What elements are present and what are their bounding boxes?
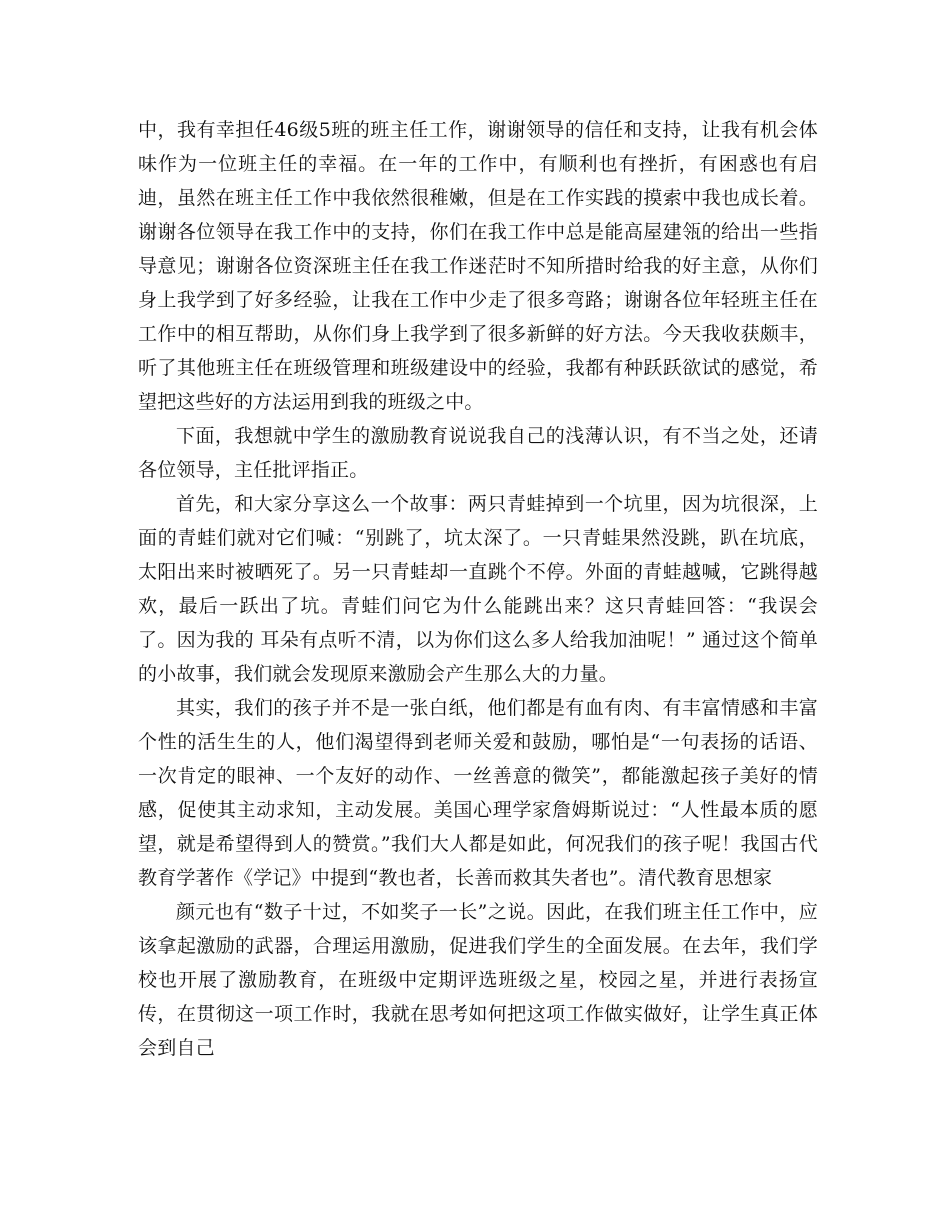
paragraph-4: 其实，我们的孩子并不是一张白纸，他们都是有血有肉、有丰富情感和丰富个性的活生生的人，他们渴望得到老师关爱和鼓励，哪怕是“一句表扬的话语、一次肯定的眼神、一个友好的动作、一丝善意的微笑”，都能激起孩子美好的情感，促使其主动求知，主动发展。美国心理学家詹姆斯说过：“人性最本质的愿望，就是希望得到人的赞赏。”我们大人都是如此，何况我们的孩子呢！我国古代教育学著作《学记》中提到“教也者，长善而救其失者也”。清代教育思想家 (138, 697, 818, 889)
paragraph-5: 颜元也有“数子十过，不如奖子一长”之说。因此，在我们班主任工作中，应该拿起激励的武器，合理运用激励，促进我们学生的全面发展。在去年，我们学校也开展了激励教育，在班级中定期评选班级之星，校园之星，并进行表扬宣传，在贯彻这一项工作时，我就在思考如何把这项工作做实做好，让学生真正体会到自己 (138, 901, 818, 1059)
document-body (138, 113, 818, 1065)
paragraph-3: 首先，和大家分享这么一个故事：两只青蛙掉到一个坑里，因为坑很深，上面的青蛙们就对它们喊：“别跳了，坑太深了。一只青蛙果然没跳，趴在坑底，太阳出来时被晒死了。另一只青蛙却一直跳个不停。外面的青蛙越喊，它跳得越欢，最后一跃出了坑。青蛙们问它为什么能跳出来？这只青蛙回答：“我误会了。因为我的 耳朵有点听不清，以为你们这么多人给我加油呢！” 通过这个简单的小故事，我们就会发现原来激励会产生那么大的力量。 (138, 493, 818, 685)
paragraph-1: 中，我有幸担任46级5班的班主任工作，谢谢领导的信任和支持，让我有机会体味作为一位班主任的幸福。在一年的工作中，有顺利也有挫折，有困惑也有启迪，虽然在班主任工作中我依然很稚嫩，但是在工作实践的摸索中我也成长着。谢谢各位领导在我工作中的支持，你们在我工作中总是能高屋建瓴的给出一些指导意见；谢谢各位资深班主任在我工作迷茫时不知所措时给我的好主意，从你们身上我学到了好多经验，让我在工作中少走了很多弯路；谢谢各位年轻班主任在工作中的相互帮助，从你们身上我学到了很多新鲜的好方法。今天我收获颇丰，听了其他班主任在班级管理和班级建设中的经验，我都有种跃跃欲试的感觉，希望把这些好的方法运用到我的班级之中。 (138, 119, 818, 413)
paragraph-2: 下面，我想就中学生的激励教育说说我自己的浅薄认识，有不当之处，还请各位领导，主任批评指正。 (138, 425, 818, 481)
